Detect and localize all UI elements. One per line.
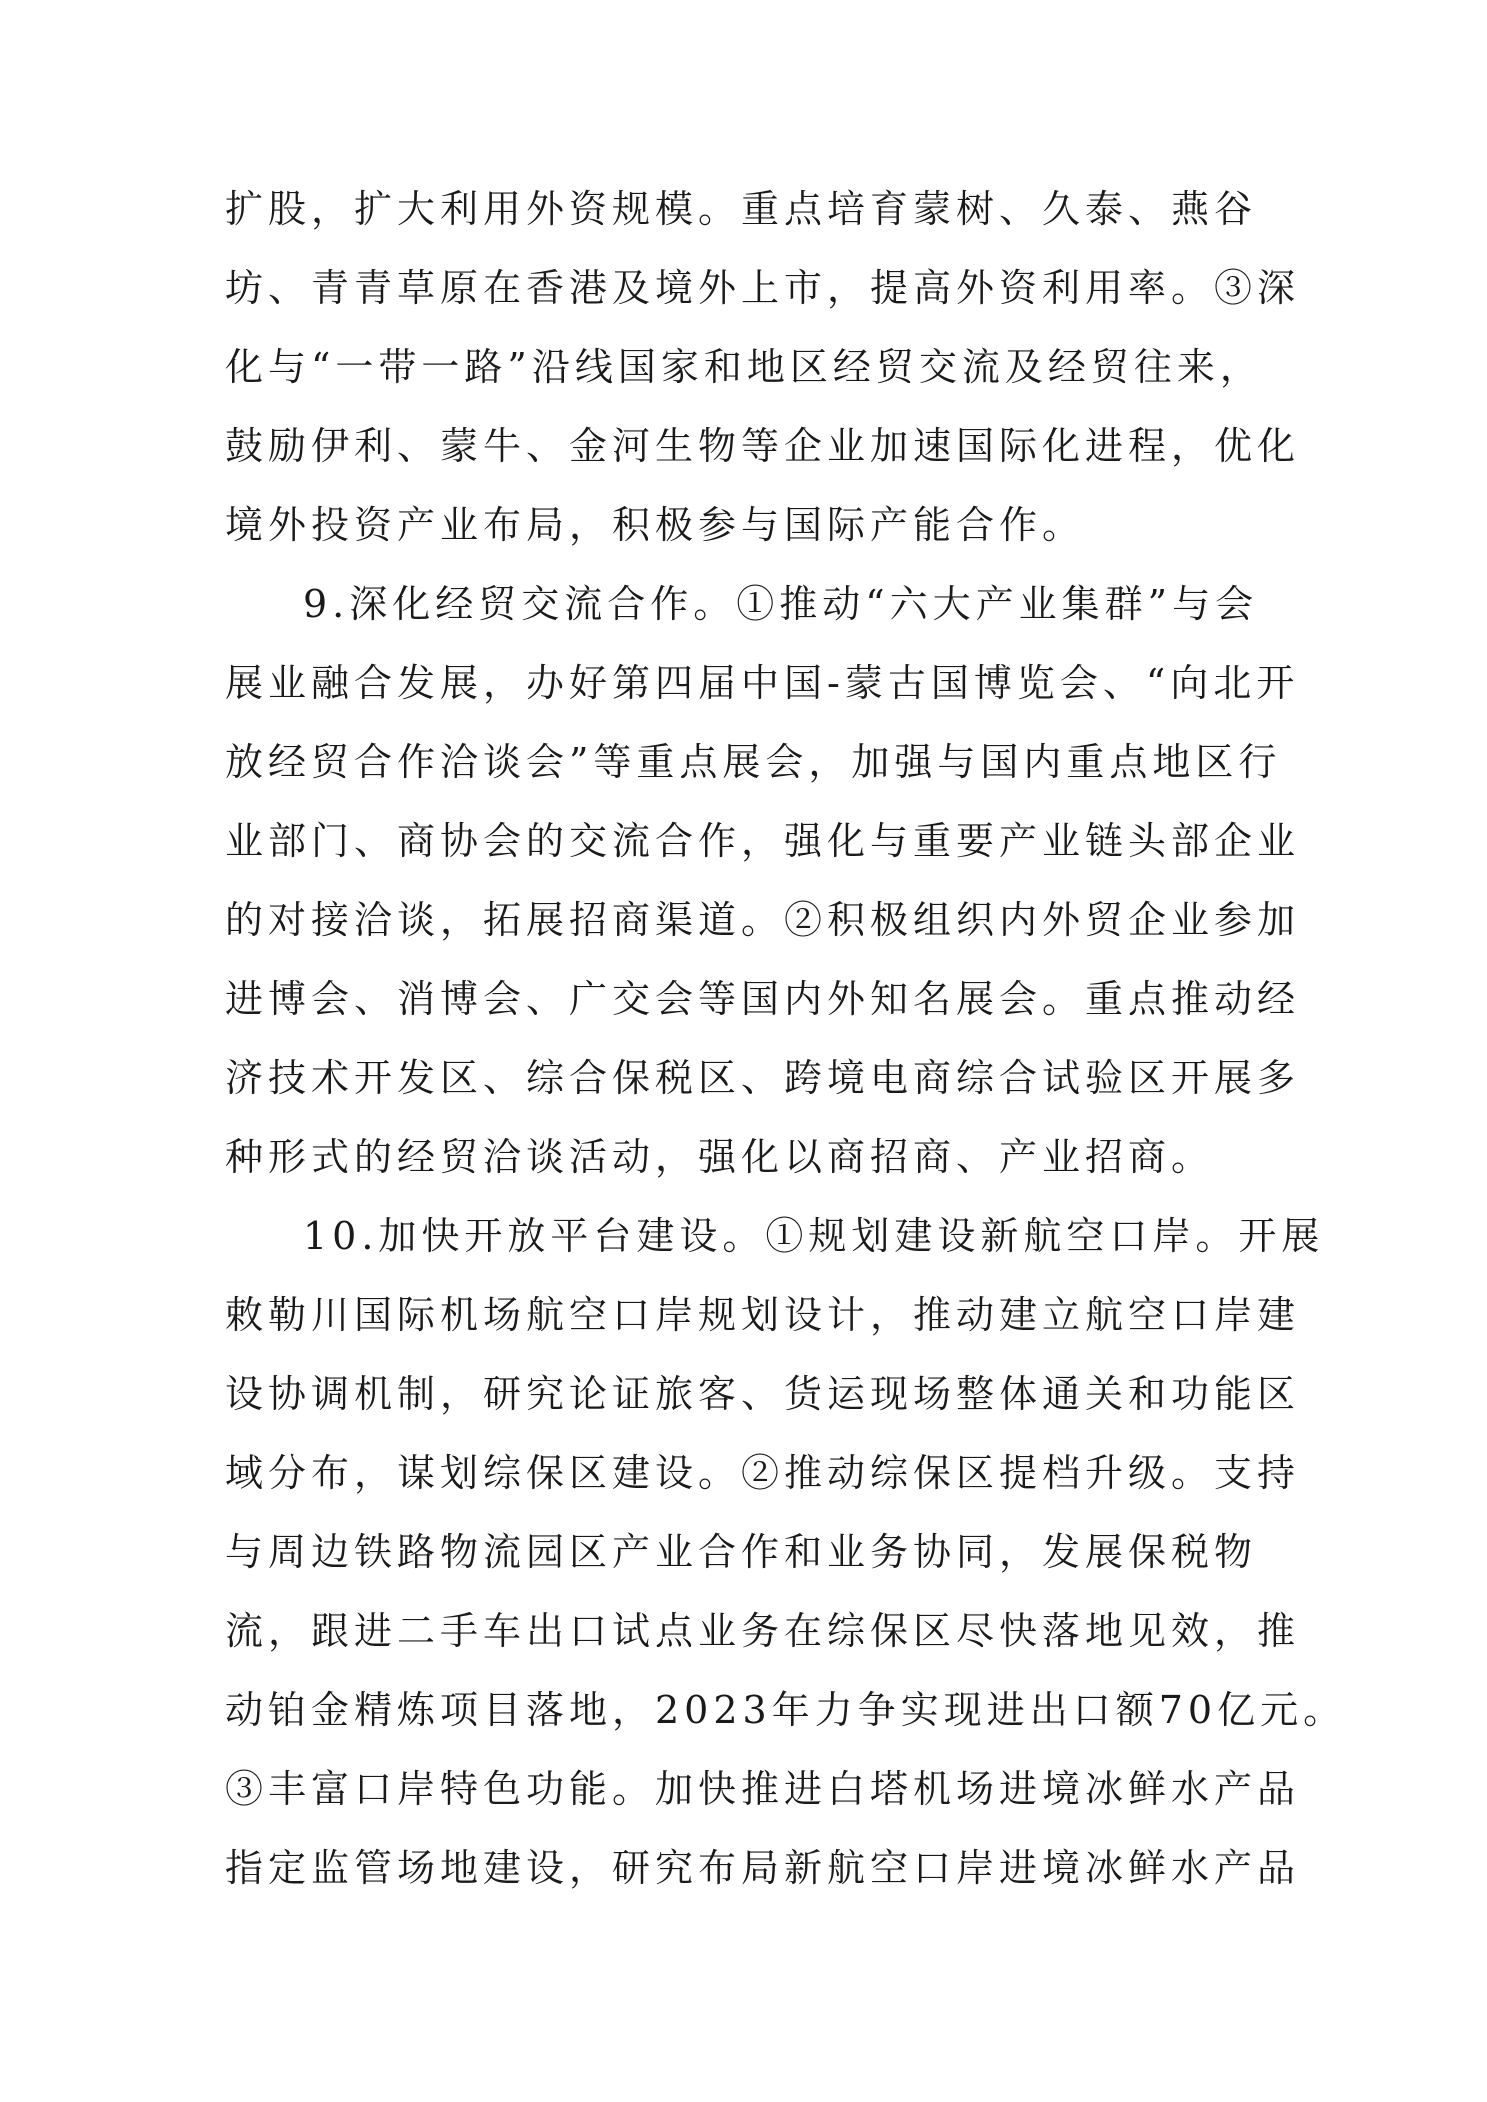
text-line: 济技术开发区、综合保税区、跨境电商综合试验区开展多: [225, 1056, 1301, 1100]
text-line: 动铂金精炼项目落地，2023年力争实现进出口额70亿元。: [225, 1688, 1347, 1732]
text-line: 放经贸合作洽谈会”等重点展会，加强与国内重点地区行: [225, 740, 1282, 784]
section-heading-line: 9.深化经贸交流合作。①推动“六大产业集群”与会: [303, 582, 1259, 626]
text-line: 鼓励伊利、蒙牛、金河生物等企业加速国际化进程，优化: [225, 424, 1301, 468]
text-line: 进博会、消博会、广交会等国内外知名展会。重点推动经: [225, 977, 1301, 1021]
text-line: 种形式的经贸洽谈活动，强化以商招商、产业招商。: [225, 1135, 1215, 1179]
text-line: 展业融合发展，办好第四届中国-蒙古国博览会、“向北开: [225, 661, 1300, 705]
text-line: 扩股，扩大利用外资规模。重点培育蒙树、久泰、燕谷: [225, 187, 1258, 231]
text-line: 的对接洽谈，拓展招商渠道。②积极组织内外贸企业参加: [225, 898, 1301, 942]
text-line: 与周边铁路物流园区产业合作和业务协同，发展保税物: [225, 1530, 1258, 1574]
section-heading-line: 10.加快开放平台建设。①规划建设新航空口岸。开展: [303, 1214, 1325, 1258]
text-line: 业部门、商协会的交流合作，强化与重要产业链头部企业: [225, 819, 1301, 863]
text-line: 域分布，谋划综保区建设。②推动综保区提档升级。支持: [225, 1451, 1301, 1495]
text-line: 境外投资产业布局，积极参与国际产能合作。: [225, 503, 1086, 547]
text-line: ③丰富口岸特色功能。加快推进白塔机场进境冰鲜水产品: [225, 1767, 1301, 1811]
text-line: 化与“一带一路”沿线国家和地区经贸交流及经贸往来，: [225, 345, 1263, 389]
text-line: 敕勒川国际机场航空口岸规划设计，推动建立航空口岸建: [225, 1293, 1301, 1337]
text-line: 坊、青青草原在香港及境外上市，提高外资利用率。③深: [225, 266, 1301, 310]
document-body: [225, 170, 1347, 1908]
text-line: 指定监管场地建设，研究布局新航空口岸进境冰鲜水产品: [225, 1846, 1301, 1890]
text-line: 流，跟进二手车出口试点业务在综保区尽快落地见效，推: [225, 1609, 1301, 1653]
text-line: 设协调机制，研究论证旅客、货运现场整体通关和功能区: [225, 1372, 1301, 1416]
